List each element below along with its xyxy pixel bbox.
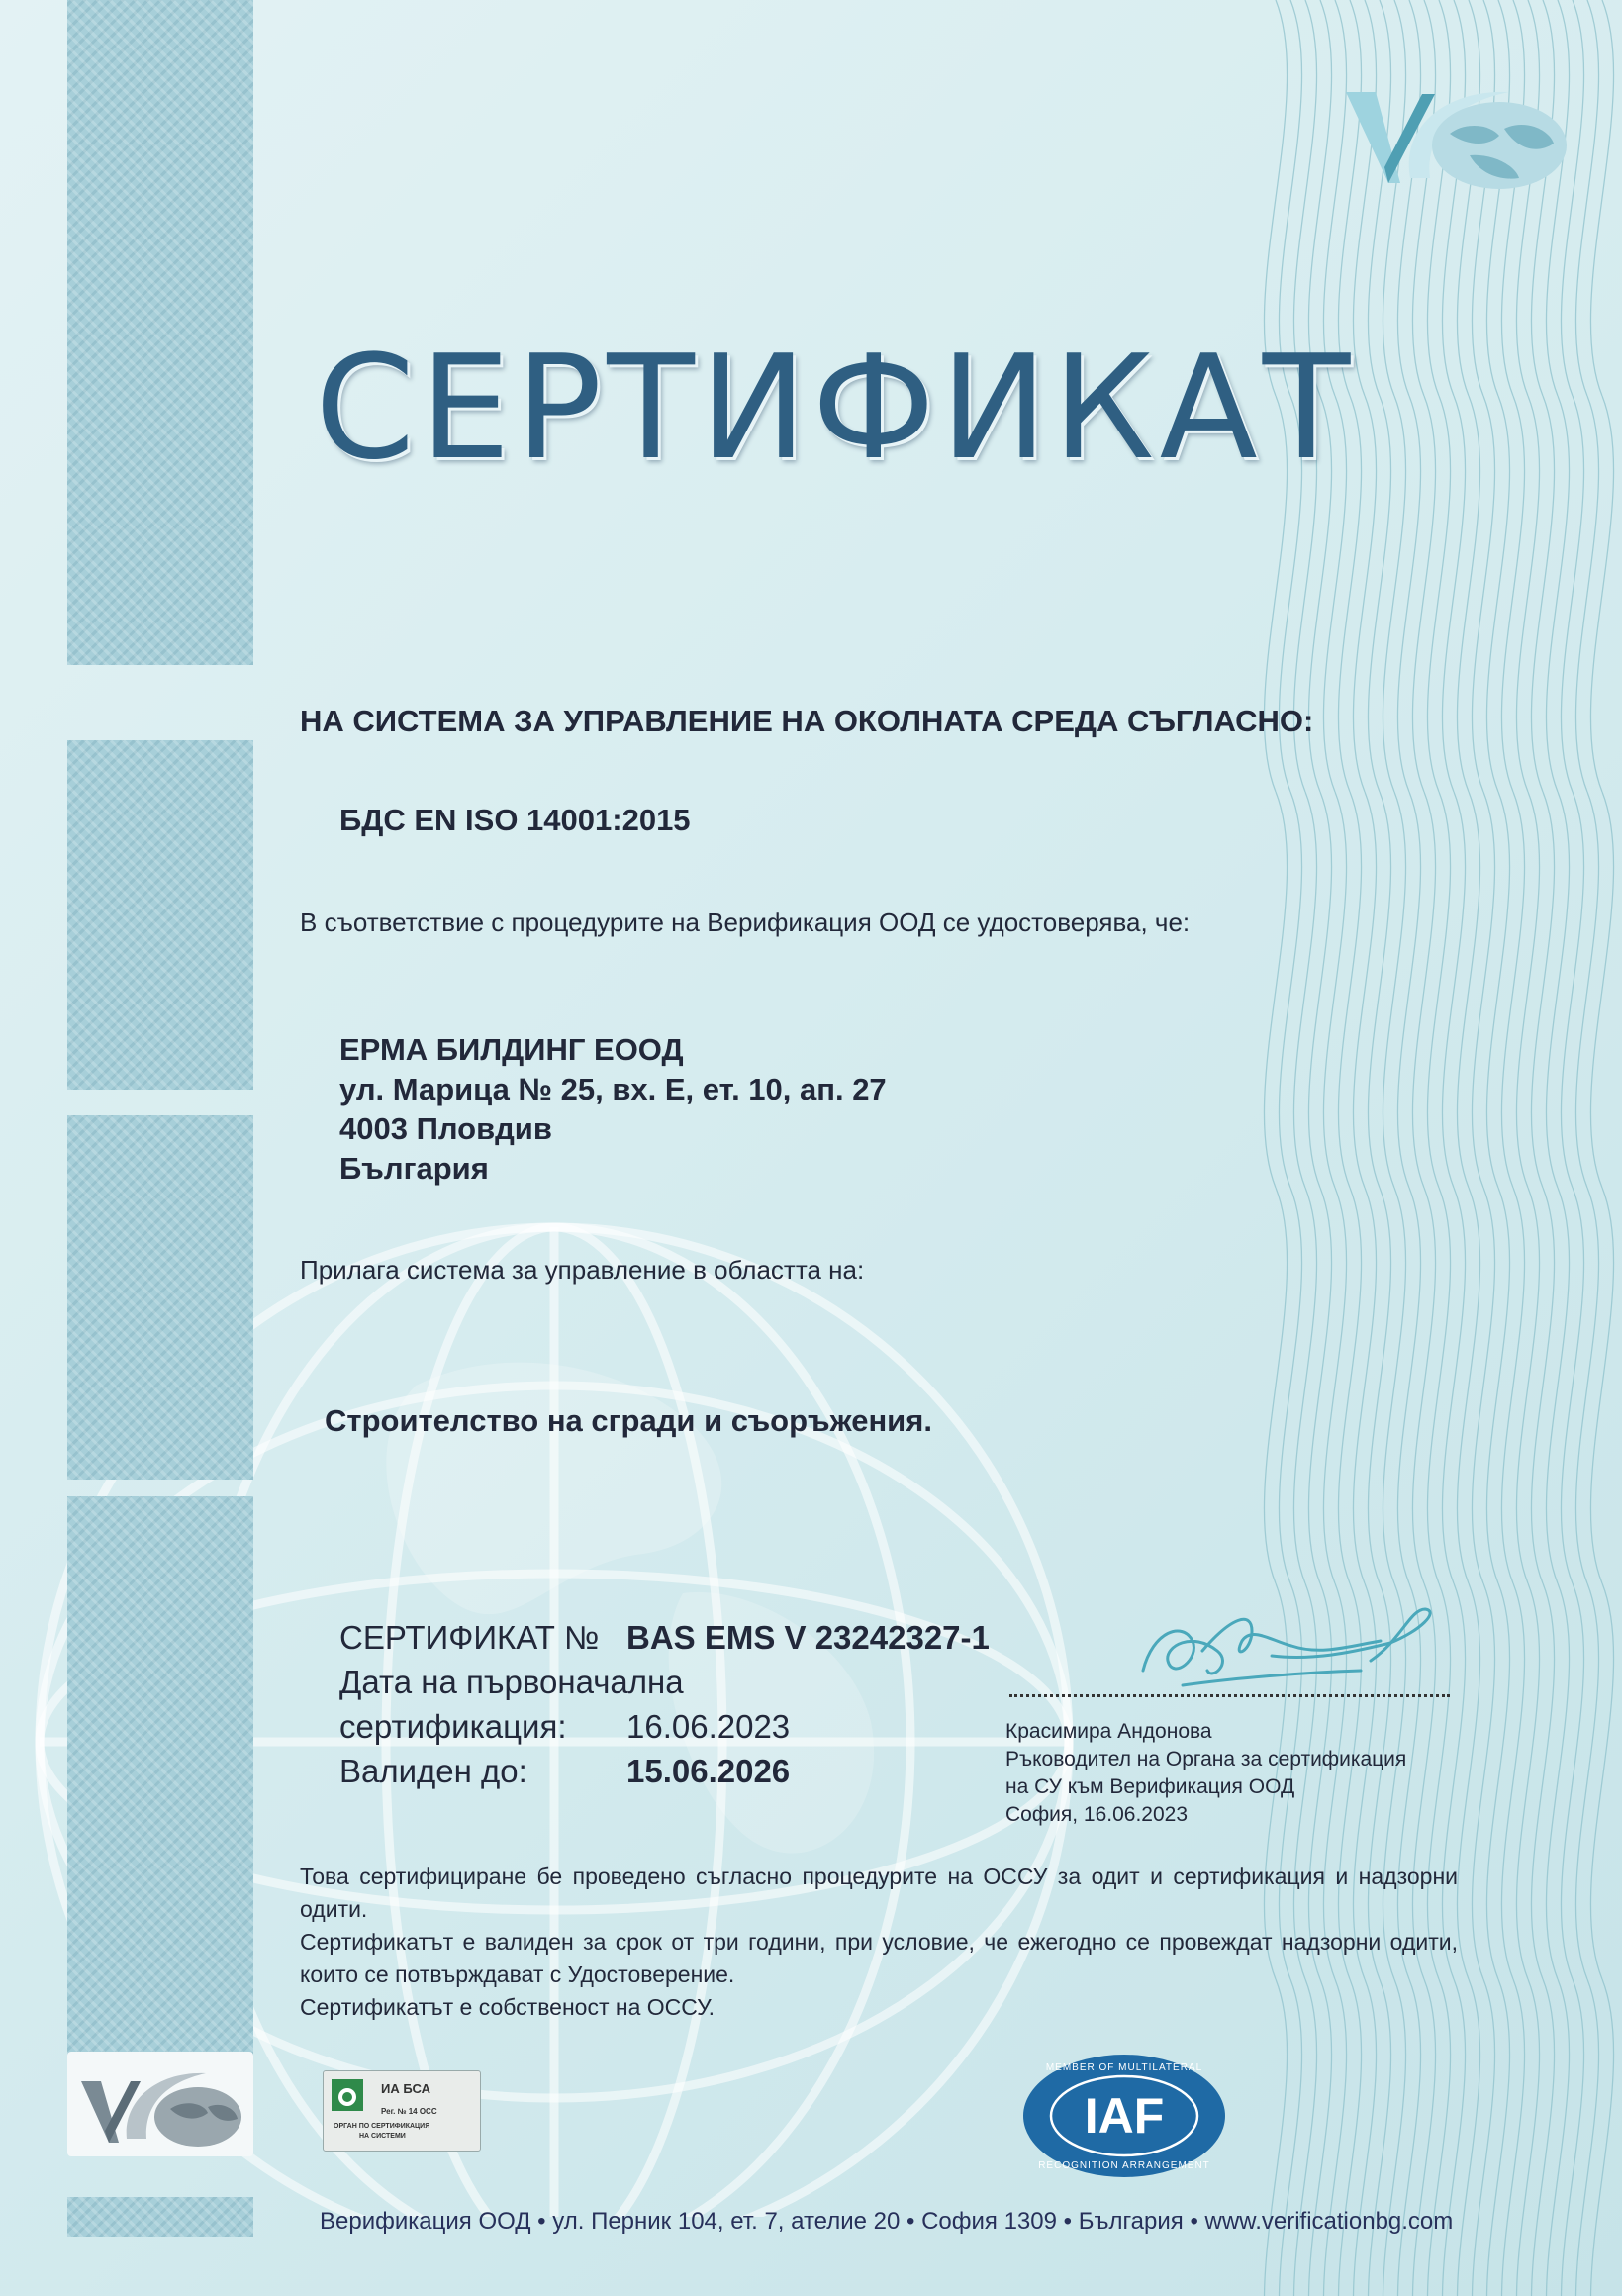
signer-role: Ръководител на Органа за сертификация [1005, 1748, 1407, 1770]
certificate-number-row [339, 1615, 990, 1660]
valid-until-date: 15.06.2026 [626, 1753, 791, 1789]
bsa-desc: ОРГАН ПО СЕРТИФИКАЦИЯ [334, 2123, 430, 2130]
bsa-logo-icon [332, 2079, 363, 2111]
initial-date-label-2: сертификация: [339, 1708, 567, 1745]
initial-date: 16.06.2023 [626, 1708, 791, 1745]
note-paragraph: Сертификатът е валиден за срок от три години, при условие, че ежегодно се провеждат надзорни одити, които се потвърждават с Удостоверение. [300, 1929, 1458, 1987]
signer-name: Красимира Андонова [1005, 1720, 1212, 1743]
verification-logo-small-icon [67, 2052, 253, 2156]
company-name: ЕРМА БИЛДИНГ ЕООД [339, 1032, 684, 1067]
iaf-logo-icon [1019, 2052, 1229, 2180]
accreditation-badge [323, 2070, 481, 2152]
notes-block [300, 1861, 1458, 2024]
certificate-details [339, 1615, 990, 1793]
bsa-reg: Рег. № 14 ОСС [381, 2107, 437, 2116]
valid-until-row [339, 1749, 791, 1793]
signer-role-2: на СУ към Верификация ООД [1005, 1775, 1295, 1798]
certificate-number-label: СЕРТИФИКАТ № [339, 1619, 600, 1656]
certificate-subtitle: НА СИСТЕМА ЗА УПРАВЛЕНИЕ НА ОКОЛНАТА СРЕДА СЪГЛАСНО: [300, 704, 1314, 738]
signer-place-date: София, 16.06.2023 [1005, 1803, 1188, 1826]
note-paragraph: Сертификатът е собственост на ОССУ. [300, 1994, 716, 2020]
verification-logo-small [67, 2052, 253, 2156]
left-decor-strip [67, 0, 253, 665]
scope-text: Строителство на сгради и съоръжения. [325, 1403, 932, 1438]
left-decor-strip [67, 2197, 253, 2237]
left-decor-strip [67, 740, 253, 1090]
left-decor-strip [67, 1496, 253, 2080]
iaf-text: IAF [1084, 2088, 1165, 2144]
valid-until-label: Валиден до: [339, 1753, 527, 1789]
bsa-desc-2: НА СИСТЕМИ [359, 2133, 406, 2140]
iaf-ring-bottom: RECOGNITION ARRANGEMENT [1038, 2160, 1210, 2171]
company-block [339, 1030, 887, 1189]
verification-logo-icon [1341, 84, 1569, 193]
standard-name: БДС EN ISO 14001:2015 [339, 803, 691, 837]
bsa-org: ИА БСА [381, 2081, 430, 2096]
iaf-ring-top: MEMBER OF MULTILATERAL [1045, 2062, 1203, 2073]
certificate-title: СЕРТИФИКАТ [315, 325, 1356, 492]
signature-line [1009, 1694, 1450, 1697]
intro-text: В съответствие с процедурите на Верификация ООД се удостоверява, че: [300, 908, 1191, 937]
certificate-number: BAS EMS V 23242327-1 [626, 1619, 990, 1656]
initial-date-label: Дата на първоначална [339, 1664, 684, 1700]
initial-date-row [339, 1704, 791, 1749]
scope-intro: Прилага система за управление в областта на: [300, 1255, 865, 1285]
company-city: 4003 Пловдив [339, 1111, 552, 1146]
initial-date-label-row [339, 1660, 684, 1704]
signer-block [1005, 1718, 1406, 1829]
left-decor-strip [67, 1115, 253, 1480]
footer-address: Верификация ООД • ул. Перник 104, ет. 7, ателие 20 • София 1309 • България • www.verificationbg.com [320, 2208, 1454, 2235]
company-street: ул. Марица № 25, вх. Е, ет. 10, ап. 27 [339, 1072, 887, 1106]
note-paragraph: Това сертифициране бе проведено съгласно процедурите на ОССУ за одит и сертификация и надзорни одити. [300, 1864, 1458, 1922]
company-country: България [339, 1151, 489, 1186]
